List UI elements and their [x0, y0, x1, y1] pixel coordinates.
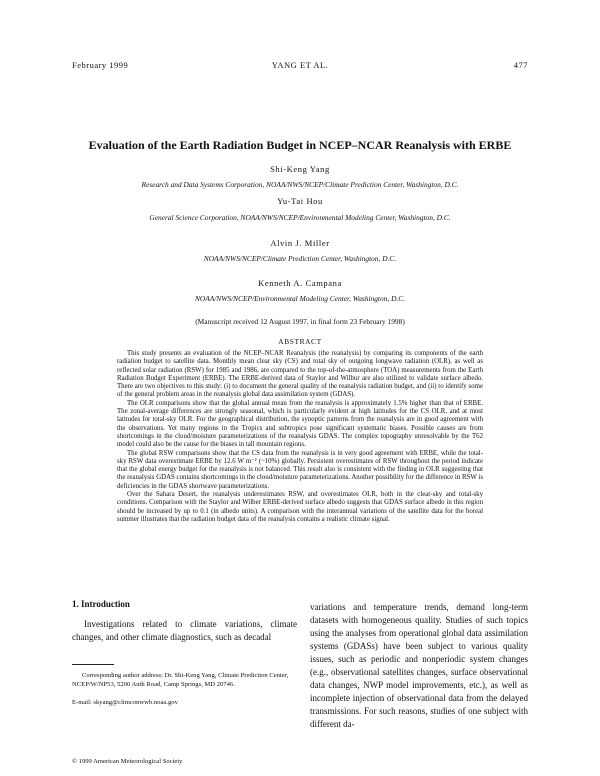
running-header-date: February 1999 [72, 60, 129, 70]
corresponding-author-email: E-mail: skyang@climconwwb.noaa.gov [72, 699, 178, 706]
author-name-3: Alvin J. Miller [270, 238, 330, 248]
abstract-paragraph: The global RSW comparisons show that the CS data from the reanalysis is in very good agreement with ERBE, while the total-sky RSW data overestimate ERBE by 12.6 W m⁻² (~10%) globally. Persistent overestimates of RSW throughout the period indicate that the global energy budget for the reanalysis is not balanced. This result also is consistent with the finding in OLR suggesting that the reanalysis GDAS contains shortcomings in the cloud/moisture parameterizations. Another possibility for the difference in RSW is deficiencies in the GDAS shortwave parameterizations. [117, 449, 483, 490]
page-number: 477 [513, 60, 528, 70]
intro-column-left [72, 618, 297, 644]
abstract-heading: ABSTRACT [278, 337, 322, 346]
paper-title: Evaluation of the Earth Radiation Budget in NCEP–NCAR Reanalysis with ERBE [88, 138, 512, 152]
intro-paragraph-right: variations and temperature trends, demand long-term datasets with homogeneous quality. Studies of such topics using the analyses from operational global data assimilation systems (GDASs) have been subject to various quality issues, such as periodic and nonperiodic system changes (e.g., observational satellites changes, surface observational data changes, NWP model improvements, etc.), as well as incomplete injection of observational data from the delayed transmissions. For such reasons, studies of one subject with different da- [310, 602, 528, 729]
manuscript-received-note: (Manuscript received 12 August 1997, in final form 23 February 1998) [195, 317, 405, 326]
intro-column-right [310, 601, 528, 731]
author-name-2: Yu-Tai Hou [277, 196, 323, 206]
intro-paragraph-left: Investigations related to climate variations, climate changes, and other climate diagnostics, such as decadal [72, 619, 297, 642]
footnote-rule [72, 664, 114, 665]
author-affiliation-2: General Science Corporation, NOAA/NWS/NCEP/Environmental Modeling Center, Washington, D.C. [149, 213, 451, 222]
running-header-title: YANG ET AL. [271, 60, 329, 70]
abstract-paragraph: Over the Sahara Desert, the reanalysis underestimates RSW, and overestimates OLR, both in the clear-sky and total-sky conditions. Comparison with the Staylor and Wilber ERBE-derived surface albedo suggests that GDAS surface albedo in this region should be increased by up to 0.1 (in albedo units). A comparison with the interannual variations of the satellite data for the boreal summer illustrates that the radiation budget data of the reanalysis contains a realistic climate signal. [117, 491, 483, 523]
abstract-paragraph: This study presents an evaluation of the NCEP–NCAR Reanalysis (the reanalysis) by comparing its components of the earth radiation budget to satellite data. Monthly mean clear sky (CS) and total sky of outgoing longwave radiation (OLR), as well as reflected solar radiation (RSW) for 1985 and 1986, are compared to the top-of-the-atmosphere (TOA) measurements from the Earth Radiation Budget Experiment (ERBE). The ERBE-derived data of Staylor and Wilbur are also utilized to validate surface albedo. There are two objectives to this study: (i) to document the general quality of the reanalysis radiation budget, and (ii) to identify some of the general problem areas in the reanalysis global data assimilation system (GDAS). [117, 350, 483, 399]
abstract-paragraph: The OLR comparisons show that the global annual mean from the reanalysis is approximately 1.5% higher than that of ERBE. The zonal-average differences are strongly seasonal, which is particularly evident at high latitudes for the CS OLR, and at most latitudes for total-sky OLR. For the geographical distribution, the synoptic patterns from the reanalysis are in good agreement with the observations. Yet many regions in the Tropics and subtropics pose significant systematic biases. Possible causes are from shortcomings in the cloud/moisture parameterizations of the reanalysis GDAS. The complex topography unresolvable by the T62 model could also be the cause for the biases in tall mountain regions. [117, 399, 483, 449]
section-heading-introduction: 1. Introduction [72, 599, 130, 609]
author-name-1: Shi-Keng Yang [270, 164, 330, 174]
author-affiliation-4: NOAA/NWS/NCEP/Environmental Modeling Center, Washington, D.C. [194, 294, 406, 303]
copyright-notice: © 1999 American Meteorological Society [72, 758, 183, 765]
author-affiliation-1: Research and Data Systems Corporation, NOAA/NWS/NCEP/Climate Prediction Center, Washington, D.C. [141, 180, 459, 189]
abstract-body [117, 350, 483, 524]
corresponding-author-footnote: Corresponding author address: Dr. Shi-Keng Yang, Climate Prediction Center, NCEP/W/NP53, 5200 Auth Road, Camp Springs, MD 20746. [72, 672, 289, 688]
author-affiliation-3: NOAA/NWS/NCEP/Climate Prediction Center, Washington, D.C. [203, 254, 397, 263]
author-name-4: Kenneth A. Campana [258, 278, 342, 288]
